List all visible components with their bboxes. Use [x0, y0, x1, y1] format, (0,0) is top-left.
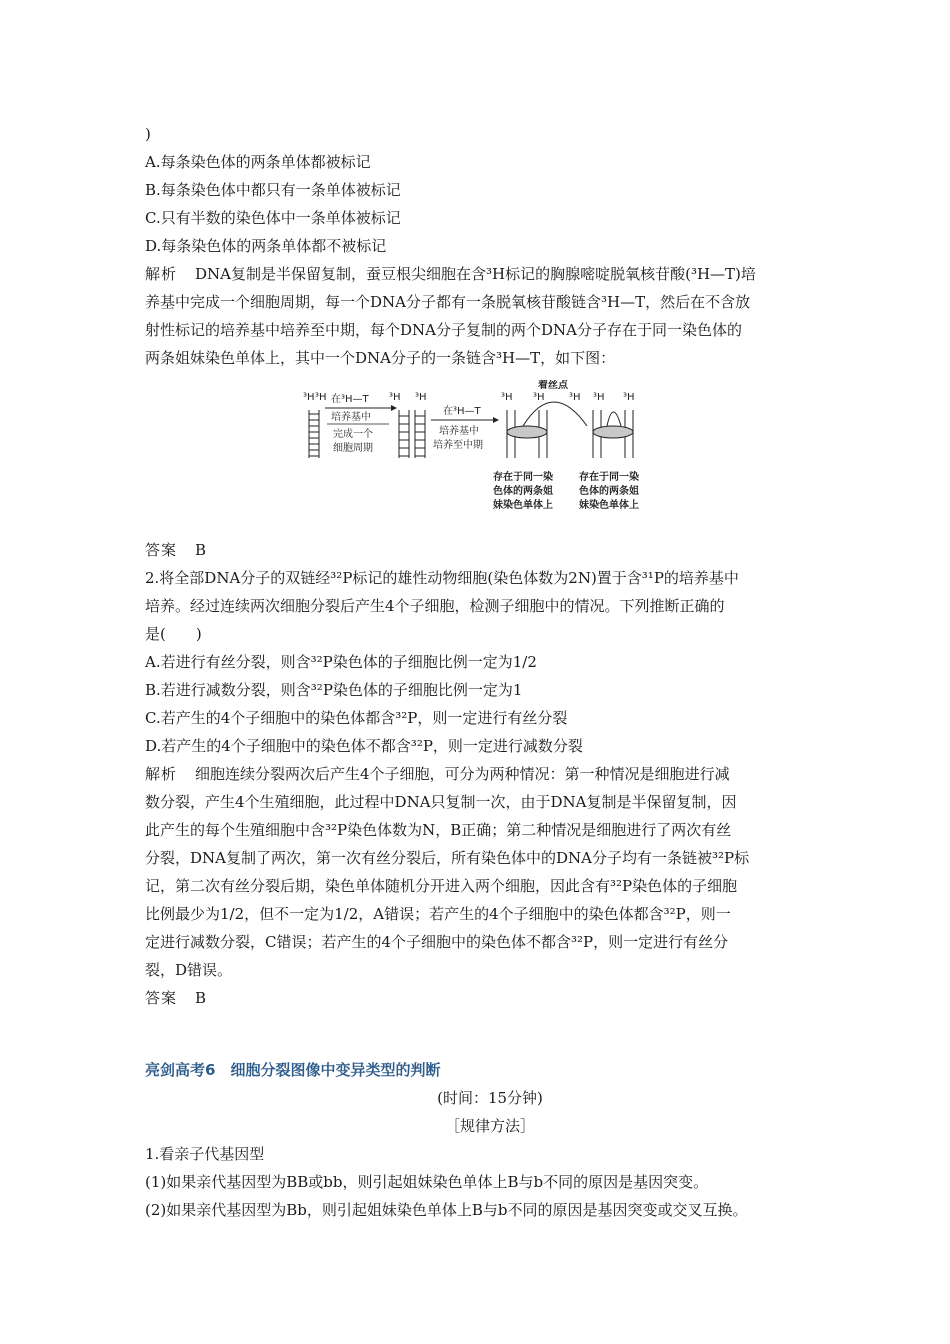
h-label: ³H	[389, 392, 401, 403]
h-label: ³H	[303, 392, 315, 403]
caption-right-1: 存在于同一染	[579, 472, 639, 483]
answer-value: B	[195, 541, 207, 559]
caption-left-3: 妹染色单体上	[493, 500, 553, 511]
caption-left-2: 色体的两条姐	[493, 486, 553, 497]
arrow-1-label-2: 培养基中	[331, 412, 371, 423]
section-time: (时间：15分钟)	[437, 1089, 543, 1107]
arrow-1	[325, 392, 397, 454]
q2-analysis-line-5: 记，第二次有丝分裂后期，染色单体随机分开进入两个细胞，因此含有³²P染色体的子细胞	[145, 877, 738, 895]
h-label: ³H	[315, 392, 327, 403]
answer-label: 答案	[145, 989, 178, 1007]
h-label: ³H	[569, 392, 581, 403]
h-label: ³H	[623, 392, 635, 403]
q2-option-c: C.若产生的4个子细胞中的染色体都含³²P，则一定进行有丝分裂	[145, 709, 568, 727]
dna-ladder-3	[415, 410, 425, 458]
arrow-2	[431, 404, 499, 451]
answer-label: 答案	[145, 541, 178, 559]
h-label: ³H	[533, 392, 545, 403]
q1-analysis-line-1: 解析 DNA复制是半保留复制，蚕豆根尖细胞在含³H标记的胸腺嘧啶脱氧核苷酸(³H—T)培	[145, 265, 756, 283]
q2-analysis-line-3: 此产生的每个生殖细胞中含³²P染色体数为N，B正确；第二种情况是细胞进行了两次有丝	[145, 821, 732, 839]
q1-analysis-line-4: 两条姐妹染色单体上，其中一个DNA分子的一条链含³H—T，如下图：	[145, 349, 616, 367]
dna-replication-diagram	[145, 380, 835, 530]
arrow-1-label-1: 在³H—T	[331, 394, 369, 405]
caption-left-1: 存在于同一染	[493, 472, 553, 483]
dna-ladder-2	[399, 410, 409, 458]
section-method: ［规律方法］	[444, 1117, 535, 1135]
question-1-stem-tail: )	[145, 125, 151, 143]
analysis-label: 解析	[145, 765, 178, 783]
arrow-2-label-3: 培养至中期	[433, 440, 483, 451]
replication-svg	[303, 380, 683, 530]
q1-option-c: C.只有半数的染色体中一条单体被标记	[145, 209, 401, 227]
document-page	[145, 120, 835, 1224]
q1-option-d: D.每条染色体的两条单体都不被标记	[145, 237, 387, 255]
q1-option-b: B.每条染色体中都只有一条单体被标记	[145, 181, 401, 199]
h-label: ³H	[501, 392, 513, 403]
q2-analysis-line-2: 数分裂，产生4个生殖细胞，此过程中DNA只复制一次，由于DNA复制是半保留复制，因	[145, 793, 737, 811]
q1-option-a: A.每条染色体的两条单体都被标记	[145, 153, 371, 171]
q1-analysis-line-2: 养基中完成一个细胞周期，每一个DNA分子都有一条脱氧核苷酸链含³H—T，然后在不含放	[145, 293, 751, 311]
q2-stem-line-3: 是( )	[145, 625, 202, 643]
chromosome-left	[507, 402, 587, 458]
answer-value: B	[195, 989, 207, 1007]
arrow-2-label-1: 在³H—T	[443, 406, 481, 417]
arrow-1-label-3: 完成一个	[333, 429, 373, 440]
q2-option-b: B.若进行减数分裂，则含³²P染色体的子细胞比例一定为1	[145, 681, 523, 699]
section-item-3: (2)如果亲代基因型为Bb，则引起姐妹染色单体上B与b不同的原因是基因突变或交叉互换。	[145, 1201, 748, 1219]
q1-analysis-line-3: 射性标记的培养基中培养至中期，每个DNA分子复制的两个DNA分子存在于同一染色体的	[145, 321, 742, 339]
q2-analysis-line-8: 裂，D错误。	[145, 961, 233, 979]
centromere-label: 着丝点	[538, 380, 568, 391]
analysis-label: 解析	[145, 265, 178, 283]
q1-answer	[145, 536, 835, 564]
chromosome-right	[593, 410, 633, 458]
q2-option-d: D.若产生的4个子细胞中的染色体不都含³²P，则一定进行减数分裂	[145, 737, 583, 755]
caption-right-3: 妹染色单体上	[579, 500, 639, 511]
arrow-2-label-2: 培养基中	[439, 426, 479, 437]
dna-ladder-1	[309, 410, 319, 458]
q2-stem-line-2: 培养。经过连续两次细胞分裂后产生4个子细胞，检测子细胞中的情况。下列推断正确的	[145, 597, 725, 615]
arrow-1-label-4: 细胞周期	[333, 443, 373, 454]
q2-stem-line-1: 2.将全部DNA分子的双链经³²P标记的雄性动物细胞(染色体数为2N)置于含³¹P的培养基中	[145, 569, 739, 587]
section-item-1: 1.看亲子代基因型	[145, 1145, 265, 1163]
q2-analysis-line-4: 分裂，DNA复制了两次，第一次有丝分裂后，所有染色体中的DNA分子均有一条链被³²P标	[145, 849, 750, 867]
q2-analysis-line-6: 比例最少为1/2，但不一定为1/2，A错误；若产生的4个子细胞中的染色体都含³²P，则一	[145, 905, 731, 923]
q2-answer	[145, 984, 835, 1012]
q2-analysis-line-7: 定进行减数分裂，C错误；若产生的4个子细胞中的染色体不都含³²P，则一定进行有丝分	[145, 933, 729, 951]
section-title: 亮剑高考6 细胞分裂图像中变异类型的判断	[145, 1061, 441, 1079]
h-label: ³H	[593, 392, 605, 403]
q2-option-a: A.若进行有丝分裂，则含³²P染色体的子细胞比例一定为1/2	[145, 653, 537, 671]
q2-analysis-line-1: 解析 细胞连续分裂两次后产生4个子细胞，可分为两种情况：第一种情况是细胞进行减	[145, 765, 730, 783]
h-label: ³H	[415, 392, 427, 403]
section-item-2: (1)如果亲代基因型为BB或bb，则引起姐妹染色单体上B与b不同的原因是基因突变。	[145, 1173, 709, 1191]
caption-right-2: 色体的两条姐	[579, 486, 639, 497]
